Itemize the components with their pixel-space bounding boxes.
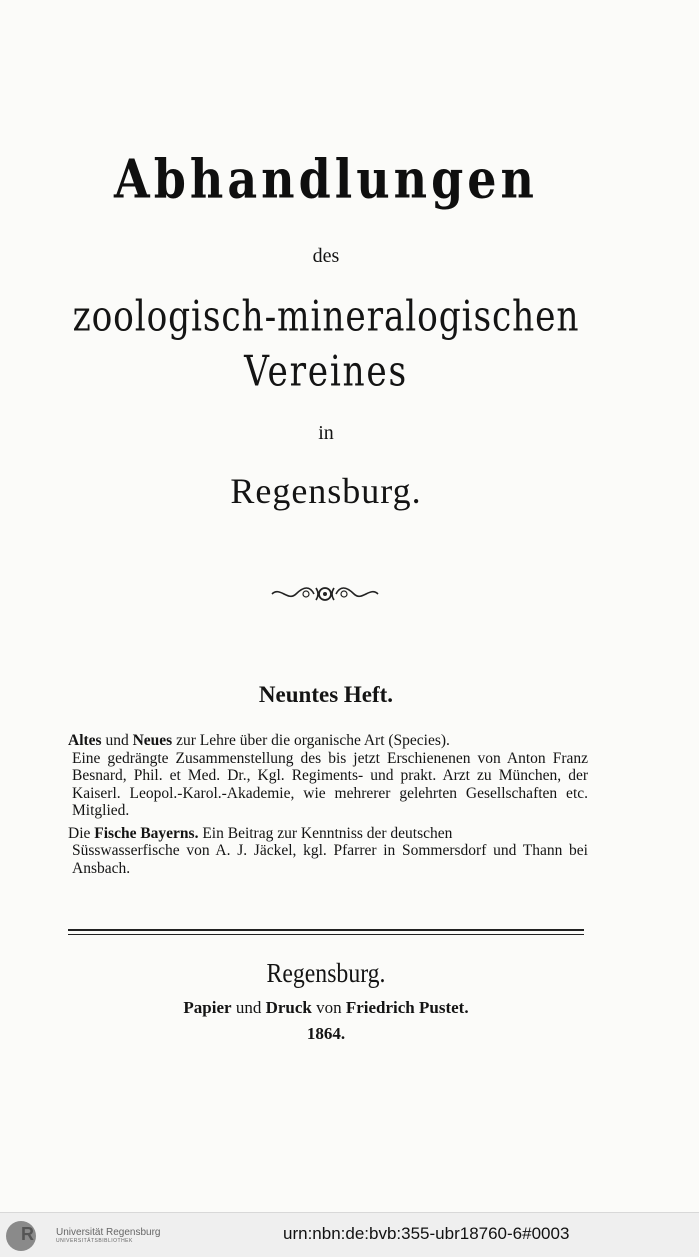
entry-description: Süsswasserfische von A. J. Jäckel, kgl. Pfarrer in Sommersdorf und Thann bei Ansbach. (72, 842, 588, 877)
contents-list (68, 732, 588, 882)
urn-identifier[interactable]: urn:nbn:de:bvb:355-ubr18760-6#0003 (283, 1224, 570, 1243)
entry-text: Die (68, 824, 95, 842)
logo-line1: Universität Regensburg (56, 1227, 161, 1238)
divider-rule (68, 929, 584, 931)
entry-keyword: Altes (68, 732, 102, 749)
divider-rule (68, 934, 584, 935)
entry-description: Eine gedrängte Zusammenstellung des bis jetzt Erschienenen von Anton Franz Besnard, Phil. et Med. Dr., Kgl. Regiments- und prakt. Arzt zu München, der Kaiserl. Leopol.-Karol.-Akademie, wie mehrerer gelehrten Gesellschaften etc. Mitglied. (72, 749, 588, 819)
society-name-line2: Vereines (244, 347, 408, 397)
entry-text: Ein Beitrag zur Kenntniss der deutschen (198, 824, 453, 842)
publication-year: 1864. (306, 1024, 346, 1043)
publisher-word: und (231, 998, 266, 1017)
logo-line2: UNIVERSITÄTSBIBLIOTHEK (56, 1238, 133, 1244)
entry-first-line (68, 825, 588, 843)
university-logo-text (56, 1227, 161, 1245)
viewer-footer (0, 1212, 699, 1257)
contents-entry (68, 732, 588, 820)
title-des: des (312, 245, 340, 267)
entry-first-line (68, 732, 588, 750)
publisher-word: Druck (265, 998, 312, 1017)
publisher-word: von (311, 998, 346, 1017)
university-logo-icon: R (6, 1221, 36, 1251)
volume-label: Neuntes Heft. (258, 682, 394, 707)
page-title: Abhandlungen (114, 147, 538, 211)
publisher-word: Papier (183, 998, 232, 1017)
society-name-line1: zoologisch-mineralogischen (72, 292, 580, 342)
contents-entry (68, 825, 588, 878)
entry-text: und (101, 732, 133, 749)
entry-text: zur Lehre über die organische Art (Species). (172, 732, 450, 749)
publisher-line (0, 998, 652, 1018)
imprint-place: Regensburg. (266, 958, 386, 988)
entry-keyword: Fische Bayerns. (94, 824, 199, 842)
publisher-name: Friedrich Pustet. (345, 998, 469, 1017)
city-name: Regensburg. (230, 471, 422, 511)
entry-keyword: Neues (132, 732, 173, 749)
title-in: in (318, 422, 334, 444)
ornament-icon (270, 580, 380, 608)
